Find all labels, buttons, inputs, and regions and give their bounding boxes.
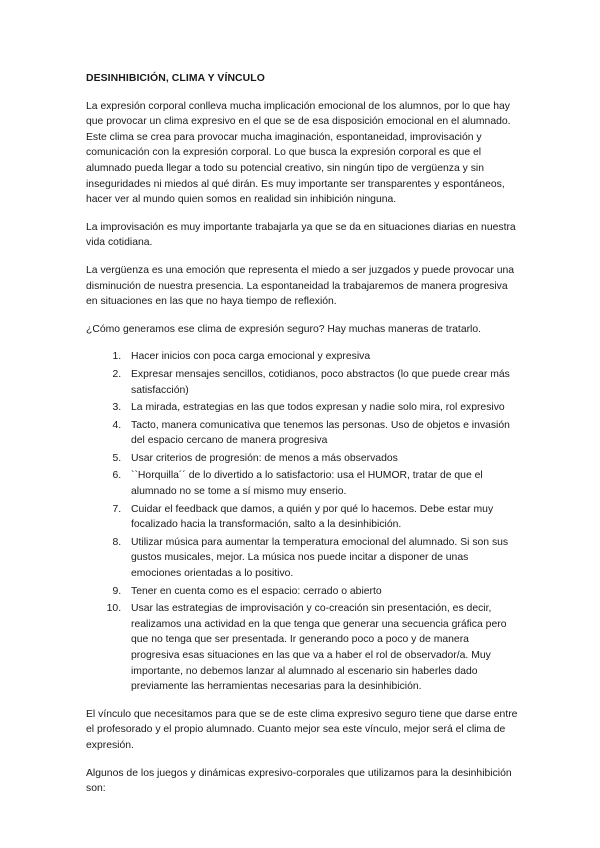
paragraph-intro-2: La improvisación es muy importante trabajarla ya que se da en situaciones diarias en nuestra vida cotidiana. bbox=[86, 221, 516, 249]
strategy-list bbox=[86, 349, 520, 694]
list-item: 2. Expresar mensajes sencillos, cotidianos, poco abstractos (lo que puede crear más satisfacción) bbox=[124, 367, 520, 398]
paragraph-intro-3: La vergüenza es una emoción que representa el miedo a ser juzgados y puede provocar una disminución de nuestra presencia. La espontaneidad la trabajaremos de manera progresiva en situaciones en las que no haya tiempo de reflexión. bbox=[86, 264, 515, 308]
list-item: 5. Usar criterios de progresión: de menos a más observados bbox=[124, 451, 520, 467]
document-title: DESINHIBICIÓN, CLIMA Y VÍNCULO bbox=[86, 73, 265, 84]
list-item: 6. ``Horquilla´´ de lo divertido a lo satisfactorio: usa el HUMOR, tratar de que el alumnado no se tome a sí mismo muy enserio. bbox=[124, 468, 520, 499]
list-item: 1. Hacer inicios con poca carga emocional y expresiva bbox=[124, 349, 520, 365]
list-item: 4. Tacto, manera comunicativa que tenemos las personas. Uso de objetos e invasión del espacio cercano de manera progresiva bbox=[124, 418, 520, 449]
paragraph-question: ¿Cómo generamos ese clima de expresión seguro? Hay muchas maneras de tratarlo. bbox=[86, 323, 482, 335]
paragraph-outro-1: El vínculo que necesitamos para que se de este clima expresivo seguro tiene que darse entre el profesorado y el propio alumnado. Cuanto mejor sea este vínculo, mejor será el clima de expresión. bbox=[86, 708, 518, 751]
list-item: 7. Cuidar el feedback que damos, a quién y por qué lo hacemos. Debe estar muy focalizado hacia la transformación, salto a la desinhibición. bbox=[124, 502, 520, 533]
list-item: 3. La mirada, estrategias en las que todos expresan y nadie solo mira, rol expresivo bbox=[124, 400, 520, 416]
list-item: 8. Utilizar música para aumentar la temperatura emocional del alumnado. Si son sus gustos musicales, mejor. La música nos puede incitar a disponer de unas emociones orientadas a lo positivo. bbox=[124, 535, 520, 582]
paragraph-intro-1: La expresión corporal conlleva mucha implicación emocional de los alumnos, por lo que hay que provocar un clima expresivo en el que se de esa disposición emocional en el alumnado. Este clima se crea para provocar mucha imaginación, espontaneidad, improvisación y comunicación con la expresión corporal. Lo que busca la expresión corporal es que el alumnado pueda llegar a todo su potencial creativo, sin ningún tipo de vergüenza y sin inseguridades ni miedos al qué dirán. Es muy importante ser transparentes y espontáneos, hacer ver al mundo quien somos en realidad sin inhibición ninguna. bbox=[86, 100, 511, 206]
paragraph-outro-2: Algunos de los juegos y dinámicas expresivo-corporales que utilizamos para la desinhibición son: bbox=[86, 767, 512, 795]
list-item: 10. Usar las estrategias de improvisación y co-creación sin presentación, es decir, realizamos una actividad en la que tenga que generar una secuencia gráfica pero que no tenga que ser presentada. Ir generando poco a poco y de manera progresiva esas situaciones en las que va a haber el rol de observador/a. Muy importante, no debemos lanzar al alumnado al escenario sin haberles dado previamente las herramientas necesarias para la desinhibición. bbox=[124, 601, 520, 695]
list-item: 9. Tener en cuenta como es el espacio: cerrado o abierto bbox=[124, 584, 520, 600]
document-body bbox=[86, 71, 520, 809]
